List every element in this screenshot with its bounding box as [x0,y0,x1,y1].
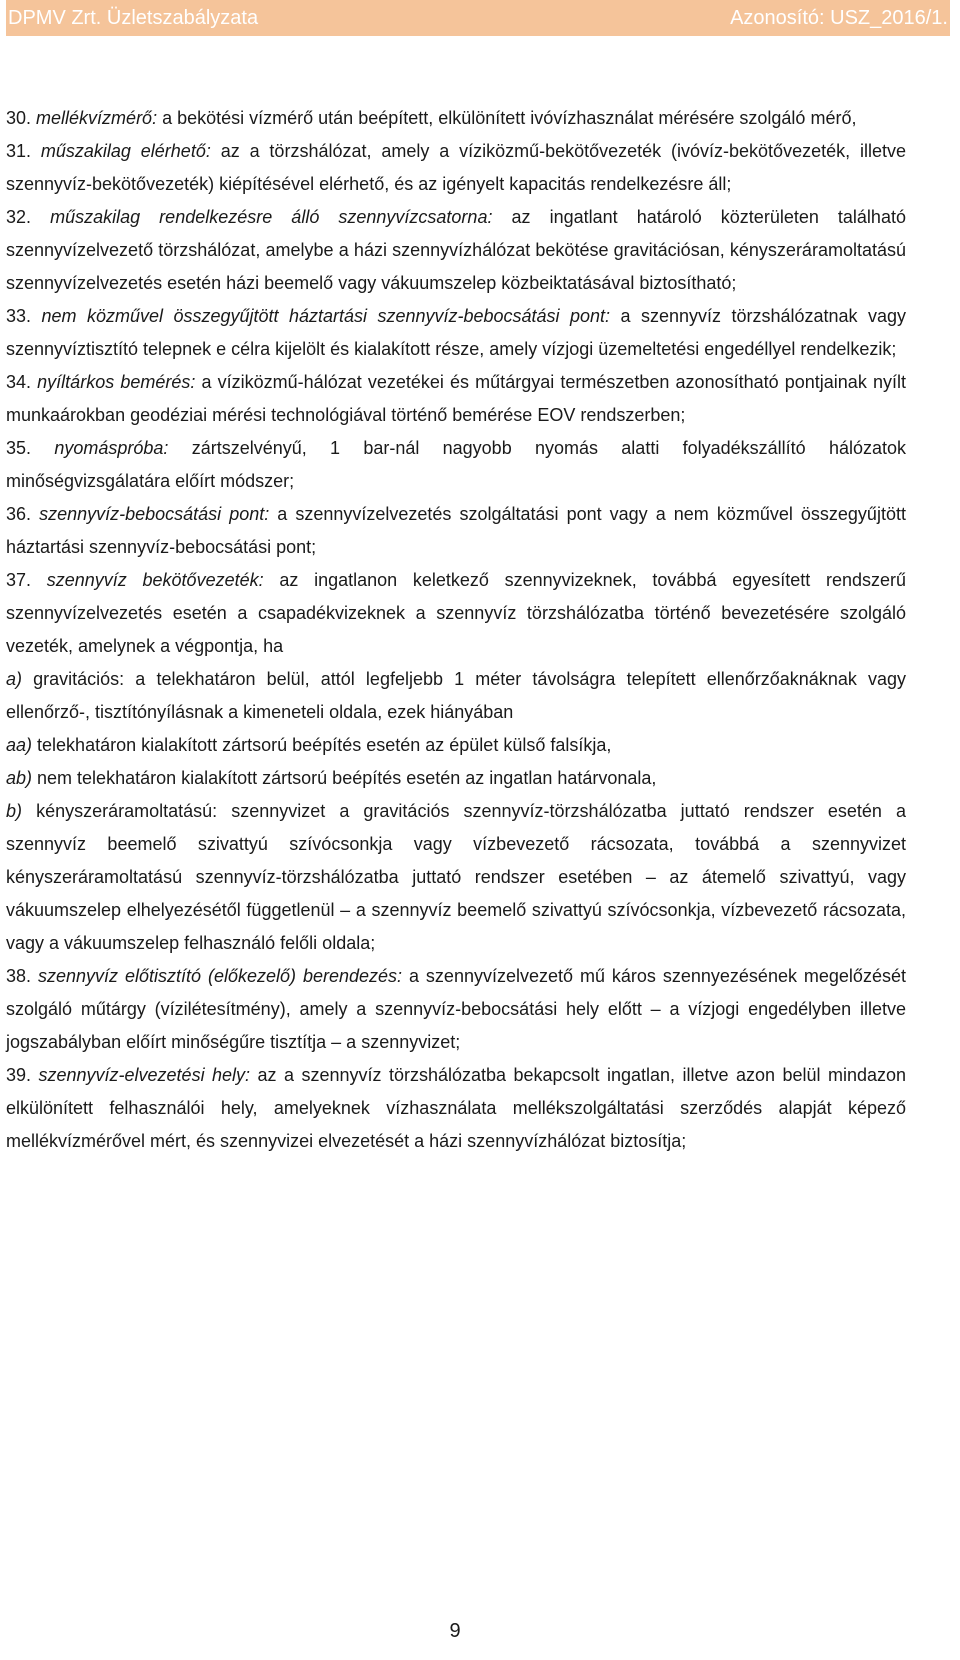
definition-term: nem közművel összegyűjtött háztartási szennyvíz-bebocsátási pont: [41,306,611,326]
definition-number: 35. [6,438,32,458]
definition-term: nyíltárkos bemérés: [37,372,196,392]
page-header [6,0,950,36]
definition-text: a szennyvíz törzshálózatnak vagy szennyvíztisztító telepnek e célra kijelölt és kialakított része, amely vízjogi üzemeltetési engedéllyel rendelkezik; [6,306,906,359]
definition-text: a szennyvízelvezetés szolgáltatási pont vagy a nem közművel összegyűjtött háztartási szennyvíz-bebocsátási pont; [6,504,906,557]
definition-number: 36. [6,504,32,524]
document-title: DPMV Zrt. Üzletszabályzata [8,6,259,29]
definition-number: 34. [6,372,32,392]
definition-text: az ingatlanon keletkező szennyvizeknek, továbbá egyesített rendszerű szennyvízelvezetés esetén a csapadékvizeknek a szennyvíz törzshálózatba történő bevezetésére szolgáló vezeték, amelynek a végpontja, ha [6,570,906,656]
definition-term: szennyvíz előtisztító (előkezelő) berendezés: [37,966,403,986]
definition-36 [6,498,906,564]
definition-number: 31. [6,141,32,161]
definition-33 [6,300,906,366]
definition-number: 39. [6,1065,32,1085]
definition-number: 37. [6,570,32,590]
subpoint-label: a) [6,669,23,689]
definition-35 [6,432,906,498]
definition-text: az a törzshálózat, amely a víziközmű-bekötővezeték (ivóvíz-bekötővezeték, illetve szennyvíz-bekötővezeték) kiépítésével elérhető, és az igényelt kapacitás rendelkezésre áll; [6,141,906,194]
definition-text: a víziközmű-hálózat vezetékei és műtárgyai természetben azonosítható pontjainak nyílt munkaárokban geodéziai mérési technológiával történő bemérése EOV rendszerben; [6,372,906,425]
definition-number: 33. [6,306,32,326]
subpoint-ab [6,762,906,795]
subpoint-text: kényszeráramoltatású: szennyvizet a gravitációs szennyvíz-törzshálózatba juttató rendszer esetén a szennyvíz beemelő szivattyú szívócsonkja vagy vízbevezető rácsozata, továbbá a szennyvizet kényszeráramoltatású szennyvíz-törzshálózatba juttató rendszer esetében – az átemelő szivattyú, vagy vákuumszelep elhelyezésétől függetlenül – a szennyvíz beemelő szivattyú szívócsonkja, vízbevezető rácsozata, vagy a vákuumszelep felhasználó felőli oldala; [6,801,906,953]
subpoint-label: aa) [6,735,33,755]
definition-text: az a szennyvíz törzshálózatba bekapcsolt ingatlan, illetve azon belül mindazon elkülönített felhasználói hely, amelyeknek vízhasználata mellékszolgáltatási szerződés alapját képező mellékvízmérővel mért, és szennyvizei elvezetését a házi szennyvízhálózat biztosítja; [6,1065,907,1151]
definition-32 [6,201,906,300]
subpoint-label: b) [6,801,23,821]
subpoint-text: telekhatáron kialakított zártsorú beépítés esetén az épület külső falsíkja, [37,735,612,755]
subpoint-aa [6,729,906,762]
definition-37 [6,564,906,663]
definition-34 [6,366,906,432]
definition-term: szennyvíz-bebocsátási pont: [39,504,270,524]
page-footer [0,1620,910,1643]
definition-39 [6,1059,906,1158]
subpoint-a [6,663,906,729]
subpoint-label: ab) [6,768,33,788]
definition-30 [6,102,906,135]
definition-term: szennyvíz bekötővezeték: [46,570,264,590]
document-identifier: Azonosító: USZ_2016/1. [730,6,948,29]
definition-text: zártszelvényű, 1 bar-nál nagyobb nyomás alatti folyadékszállító hálózatok minőségvizsgálatára előírt módszer; [6,438,906,491]
page-number: 9 [449,1620,461,1642]
subpoint-text: gravitációs: a telekhatáron belül, attól legfeljebb 1 méter távolságra telepített ellenőrzőaknáknak vagy ellenőrző-, tisztítónyílásnak a kimeneteli oldala, ezek hiányában [6,669,906,722]
subpoint-text: nem telekhatáron kialakított zártsorú beépítés esetén az ingatlan határvonala, [37,768,657,788]
definition-text: az ingatlant határoló közterületen található szennyvízelvezető törzshálózat, amelybe a házi szennyvízhálózat bekötése gravitációsan, kényszeráramoltatású szennyvízelvezetés esetén házi beemelő vagy vákuumszelep közbeiktatásával biztosítható; [6,207,906,293]
definition-term: nyomáspróba: [54,438,169,458]
definition-38 [6,960,906,1059]
definition-text: a bekötési vízmérő után beépített, elkülönített ivóvízhasználat mérésére szolgáló mérő, [162,108,857,128]
definition-number: 32. [6,207,32,227]
definition-31 [6,135,906,201]
definition-term: műszakilag elérhető: [40,141,211,161]
definition-term: szennyvíz-elvezetési hely: [38,1065,251,1085]
definition-text: a szennyvízelvezető mű káros szennyezésének megelőzését szolgáló műtárgy (vízilétesítmény), amely a szennyvíz-bebocsátási hely előtt – a vízjogi engedélyben illetve jogszabályban előírt minőségűre tisztítja – a szennyvizet; [6,966,906,1052]
definition-number: 38. [6,966,32,986]
definition-number: 30. [6,108,32,128]
definitions-list [6,102,906,1158]
subpoint-b [6,795,906,960]
definition-term: mellékvízmérő: [36,108,158,128]
definition-term: műszakilag rendelkezésre álló szennyvízcsatorna: [50,207,493,227]
